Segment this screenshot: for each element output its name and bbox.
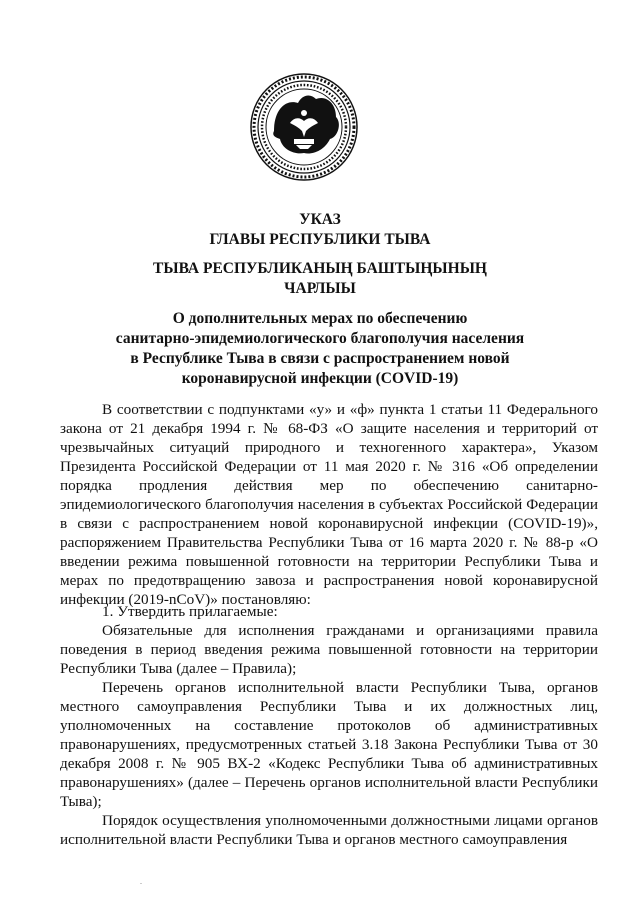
item-1-rules: Обязательные для исполнения гражданами и организациями правила поведения в период введения режима повышенной готовности на территории Республики Тыва (далее – Правила); (60, 622, 598, 677)
decree-title (60, 210, 580, 250)
decree-subject-line: в Республике Тыва в связи с распространением новой (130, 350, 510, 367)
item-1-list: Перечень органов исполнительной власти Республики Тыва, органов местного самоуправления Республики Тыва и их должностных лиц, уполномоченных на составление протоколов об административных правонарушениях, предусмотренных статьей 3.18 Закона Республики Тыва от 30 декабря 2008 г. № 905 ВХ-2 «Кодекс Республики Тыва об административных правонарушениях» (далее – Перечень органов исполнительной власти Республики Тыва); (60, 679, 598, 810)
decree-title-line: УКАЗ (299, 211, 341, 228)
decree-title-tuvan (60, 259, 580, 299)
preamble-paragraph: В соответствии с подпунктами «у» и «ф» пункта 1 статьи 11 Федерального закона от 21 декабря 1994 г. № 68-ФЗ «О защите населения и территорий от чрезвычайных ситуаций природного и техногенного характера», Указом Президента Российской Федерации от 11 мая 2020 г. № 316 «Об определении порядка продления действия мер по обеспечению санитарно-эпидемиологического благополучия населения в субъектах Российской Федерации в связи с распространением новой коронавирусной инфекции (COVID-19)», распоряжением Правительства Республики Тыва от 16 марта 2020 г. № 88-р «О введении режима повышенной готовности на территории Республики Тыва и мерах по предотвращению завоза и распространения новой коронавирусной инфекции (2019-nCoV)» постановляю: (60, 401, 598, 608)
item-1-heading: 1. Утвердить прилагаемые: (102, 603, 278, 620)
decree-title-tuvan-line: ТЫВА РЕСПУБЛИКАНЫҢ БАШТЫҢЫНЫҢ (153, 260, 487, 277)
decree-subject-line: О дополнительных мерах по обеспечению (172, 310, 468, 327)
decree-subject-line: коронавирусной инфекции (COVID-19) (181, 370, 459, 387)
decree-subject (60, 309, 580, 389)
coat-of-arms-emblem (250, 73, 358, 181)
decree-title-tuvan-line: ЧАРЛЫЫ (284, 280, 356, 297)
decree-subject-line: санитарно-эпидемиологического благополучия населения (115, 330, 525, 347)
preamble (60, 400, 598, 609)
item-1-order: Порядок осуществления уполномоченными должностными лицами органов исполнительной власти Республики Тыва и органов местного самоуправления (60, 812, 598, 848)
decree-items (60, 602, 598, 849)
decree-title-line: ГЛАВЫ РЕСПУБЛИКИ ТЫВА (209, 231, 431, 248)
scan-speck (140, 883, 142, 884)
